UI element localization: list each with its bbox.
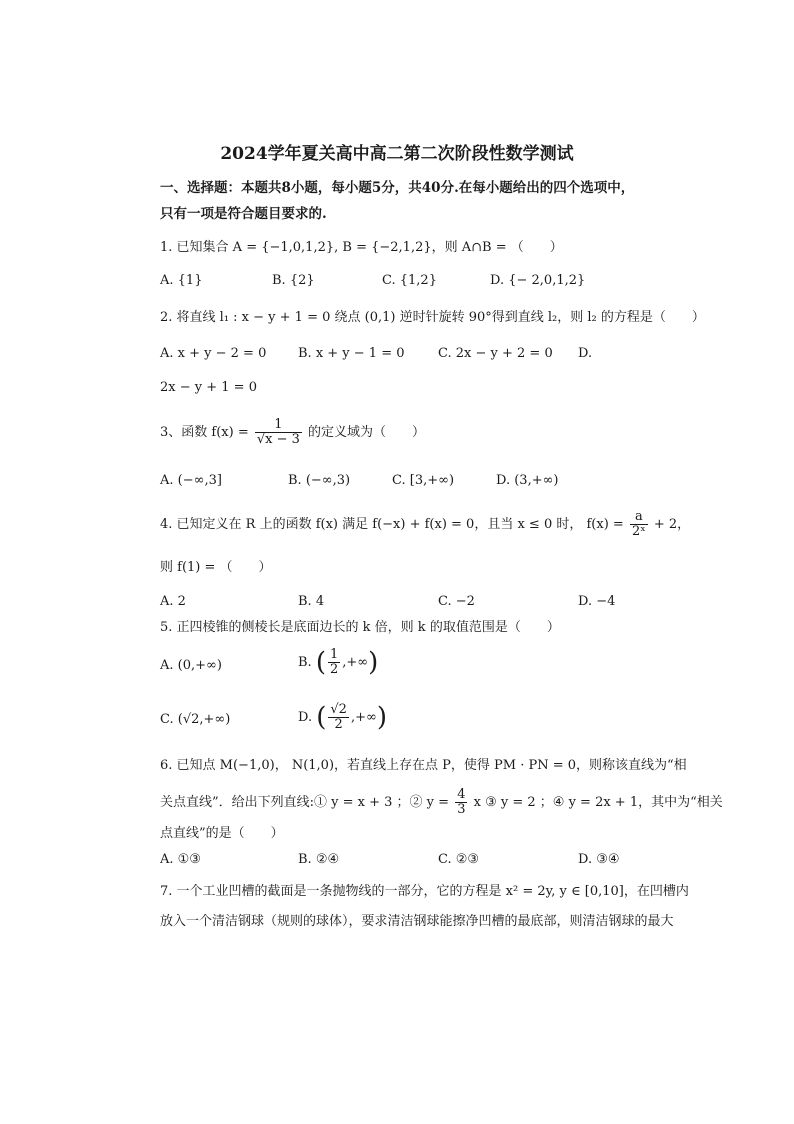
question-5-option-b-denominator: 2	[329, 662, 339, 677]
section-heading-line1: 一、选择题：本题共8小题，每小题5分，共40分.在每小题给出的四个选项中，	[160, 180, 635, 196]
question-6-stem-line2	[160, 788, 723, 817]
question-5-option-b-numerator: 1	[329, 647, 339, 662]
question-1-option-d: D. {− 2,0,1,2}	[490, 273, 586, 288]
question-5-option-d-label: D.	[298, 710, 313, 725]
question-6-fraction-numerator: 4	[457, 787, 466, 802]
question-4-option-a: A. 2	[160, 594, 186, 609]
question-4-fraction-numerator: a	[630, 510, 648, 525]
question-6-stem-line2-suffix: x ③ y = 2 ；④ y = 2x + 1，其中为“相关	[473, 795, 723, 810]
left-paren-glyph: (	[315, 647, 326, 678]
question-5-option-d-denominator: 2	[334, 717, 343, 732]
right-paren-glyph: )	[376, 702, 387, 733]
question-3-stem-prefix: 3、函数 f(x) =	[160, 425, 249, 440]
question-2-option-c: C. 2x − y + 2 = 0	[438, 346, 553, 361]
question-3-option-c: C. [3,+∞)	[392, 473, 455, 488]
question-4-fraction-denominator: 2ˣ	[631, 524, 646, 539]
question-6-stem-line2-prefix: 关点直线”．给出下列直线:① y = x + 3 ；② y =	[160, 795, 450, 810]
question-3-option-a: A. (−∞,3]	[160, 473, 222, 488]
left-paren-glyph: (	[316, 702, 327, 733]
question-6-option-b: B. ②④	[298, 852, 340, 867]
question-4-option-c: C. −2	[438, 594, 475, 609]
question-7-line1: 7. 一个工业凹槽的截面是一条抛物线的一部分，它的方程是 x² = 2y, y ∈ [0,10]，在凹槽内	[160, 884, 689, 899]
question-5-option-d-tail: ,+∞	[350, 710, 377, 725]
question-5-option-d	[298, 703, 387, 732]
question-6-option-a: A. ①③	[160, 852, 201, 867]
question-5-option-b-tail: ,+∞	[342, 655, 369, 670]
question-5-option-a: A. (0,+∞)	[160, 658, 222, 673]
question-2-stem: 2. 将直线 l₁ : x − y + 1 = 0 绕点 (0,1) 逆时针旋转 90°得到直线 l₂，则 l₂ 的方程是（ ）	[160, 310, 705, 325]
question-3-fraction-numerator: 1	[255, 418, 302, 433]
question-3-stem-suffix: 的定义域为（ ）	[308, 425, 426, 440]
question-4-stem-prefix: 4. 已知定义在 R 上的函数 f(x) 满足 f(−x) + f(x) = 0，且当 x ≤ 0 时， f(x) =	[160, 517, 624, 532]
question-6-fraction	[455, 788, 467, 817]
question-5-option-c: C. (√2,+∞)	[160, 712, 231, 727]
question-3-option-b: B. (−∞,3)	[288, 473, 351, 488]
question-5-option-b-fraction	[328, 648, 340, 677]
question-2-option-a: A. x + y − 2 = 0	[160, 346, 267, 361]
question-6-stem-line1: 6. 已知点 M(−1,0)， N(1,0)，若直线上存在点 P，使得 PM · PN = 0，则称该直线为“相	[160, 758, 687, 773]
question-5-option-b	[298, 648, 378, 677]
question-4-option-d: D. −4	[578, 594, 616, 609]
question-4-stem-line2: 则 f(1) = （ ）	[160, 560, 272, 575]
question-3-stem	[160, 418, 425, 447]
question-3-fraction-denominator: √x − 3	[256, 432, 300, 447]
question-6-fraction-denominator: 3	[457, 802, 466, 817]
question-5-stem: 5. 正四棱锥的侧棱长是底面边长的 k 倍，则 k 的取值范围是（ ）	[160, 620, 560, 635]
question-6-stem-line3: 点直线”的是（ ）	[160, 826, 284, 841]
question-2-option-d-text: 2x − y + 1 = 0	[160, 380, 257, 395]
question-5-option-d-numerator: √2	[330, 702, 347, 717]
question-4-stem-suffix: + 2，	[653, 517, 691, 532]
question-4-option-b: B. 4	[298, 594, 325, 609]
question-6-option-d: D. ③④	[578, 852, 620, 867]
right-paren-glyph: )	[368, 647, 379, 678]
question-7-line2: 放入一个清洁钢球（规则的球体），要求清洁钢球能擦净凹槽的最底部，则清洁钢球的最大	[160, 914, 674, 929]
question-3-fraction	[255, 418, 302, 447]
question-3-option-d: D. (3,+∞)	[496, 473, 559, 488]
question-1-stem: 1. 已知集合 A = {−1,0,1,2}, B = {−2,1,2}，则 A∩B = （ ）	[160, 240, 563, 255]
question-6-option-c: C. ②③	[438, 852, 480, 867]
question-1-option-b: B. {2}	[272, 273, 315, 288]
page-title: 2024学年夏关高中高二第二次阶段性数学测试	[220, 144, 574, 164]
section-heading-line2: 只有一项是符合题目要求的.	[160, 206, 327, 222]
question-1-option-a: A. {1}	[160, 273, 203, 288]
question-2-option-b: B. x + y − 1 = 0	[298, 346, 405, 361]
question-4-fraction	[630, 510, 648, 539]
question-2-option-d: D.	[578, 346, 593, 361]
question-1-option-c: C. {1,2}	[382, 273, 437, 288]
question-4-stem	[160, 510, 690, 539]
question-5-option-d-fraction	[328, 703, 349, 732]
question-5-option-b-label: B.	[298, 655, 312, 670]
